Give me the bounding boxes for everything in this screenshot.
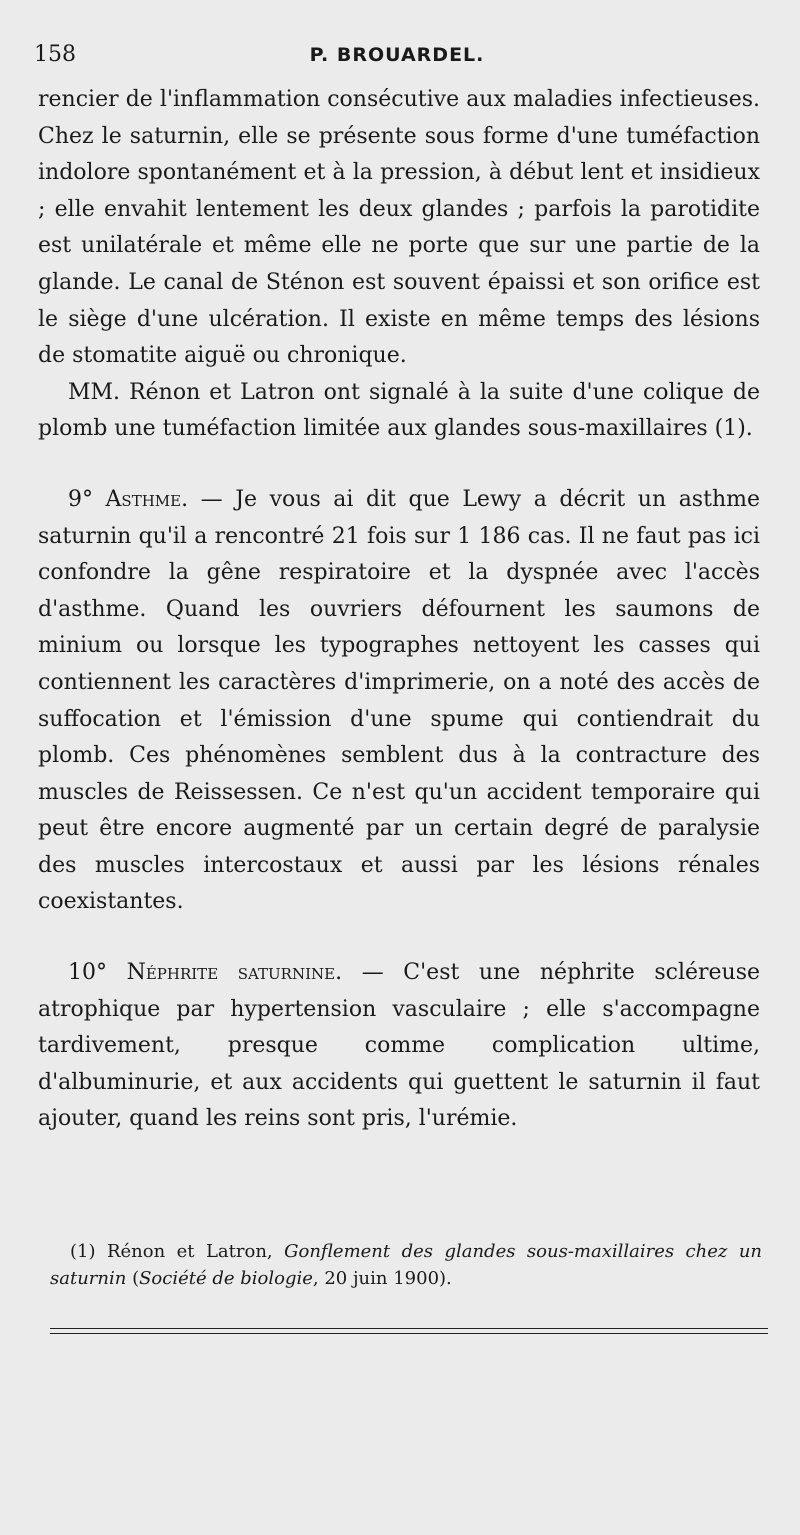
footnote-1 <box>50 1238 762 1292</box>
footnote-paren: ( <box>126 1268 140 1289</box>
footnote-date: , 20 juin 1900). <box>312 1268 452 1289</box>
section-gap <box>38 921 760 955</box>
footnotes <box>50 1238 762 1292</box>
section-gap <box>38 448 760 482</box>
page-header <box>34 42 760 72</box>
paragraph-parotidite: rencier de l'inflammation consécutive aux maladies infectieuses. Chez le saturnin, elle se présente sous forme d'une tuméfaction indolore spontanément et à la pression, à début lent et insidieux ; elle envahit lentement les deux glandes ; parfois la parotidite est unilatérale et même elle ne porte que sur une partie de la glande. Le canal de Sténon est souvent épaissi et son orifice est le siège d'une ulcération. Il existe en même temps des lésions de stomatite aiguë ou chronique. <box>38 87 760 369</box>
divider <box>50 1333 768 1334</box>
paragraph-nephrite <box>38 955 760 1138</box>
nephrite-text: — C'est une néphrite scléreuse atrophique par hypertension vasculaire ; elle s'accompagne tardivement, presque comme complication ultime, d'albuminurie, et aux accidents qui guettent le saturnin il faut ajouter, quand les reins sont pris, l'urémie. <box>38 960 761 1132</box>
running-head: P. BROUARDEL. <box>309 44 485 66</box>
footnote-journal: Société de biologie <box>139 1268 313 1289</box>
footnote-marker: (1) Rénon et Latron, <box>70 1241 285 1262</box>
page-number: 158 <box>34 42 76 67</box>
end-rules <box>50 1328 768 1338</box>
paragraph-renon-latron: MM. Rénon et Latron ont signalé à la suite d'une colique de plomb une tuméfaction limitée aux glandes sous-maxillaires (1). <box>38 379 760 442</box>
footnote-title: Gonflement des glandes sous-maxillaires chez un saturnin <box>50 1241 762 1289</box>
paragraph-asthme <box>38 482 760 921</box>
asthme-text: — Je vous ai dit que Lewy a décrit un asthme saturnin qu'il a rencontré 21 fois sur 1 186 cas. Il ne faut pas ici confondre la gêne respiratoire et la dyspnée avec l'accès d'asthme. Quand les ouvriers défournent les saumons de minium ou lorsque les typographes nettoyent les casses qui contiennent les caractères d'imprimerie, on a noté des accès de suffocation et l'émission d'une spume qui contiendrait du plomb. Ces phénomènes semblent dus à la contracture des muscles de Reissessen. Ce n'est qu'un accident temporaire qui peut être encore augmenté par un certain degré de paralysie des muscles intercostaux et aussi par les lésions rénales coexistantes. <box>38 486 760 915</box>
body-text <box>38 82 760 1138</box>
section-heading-asthme: 9° Asthme. <box>68 486 189 512</box>
section-heading-nephrite: 10° Néphrite saturnine. <box>68 960 343 986</box>
divider <box>50 1328 768 1329</box>
